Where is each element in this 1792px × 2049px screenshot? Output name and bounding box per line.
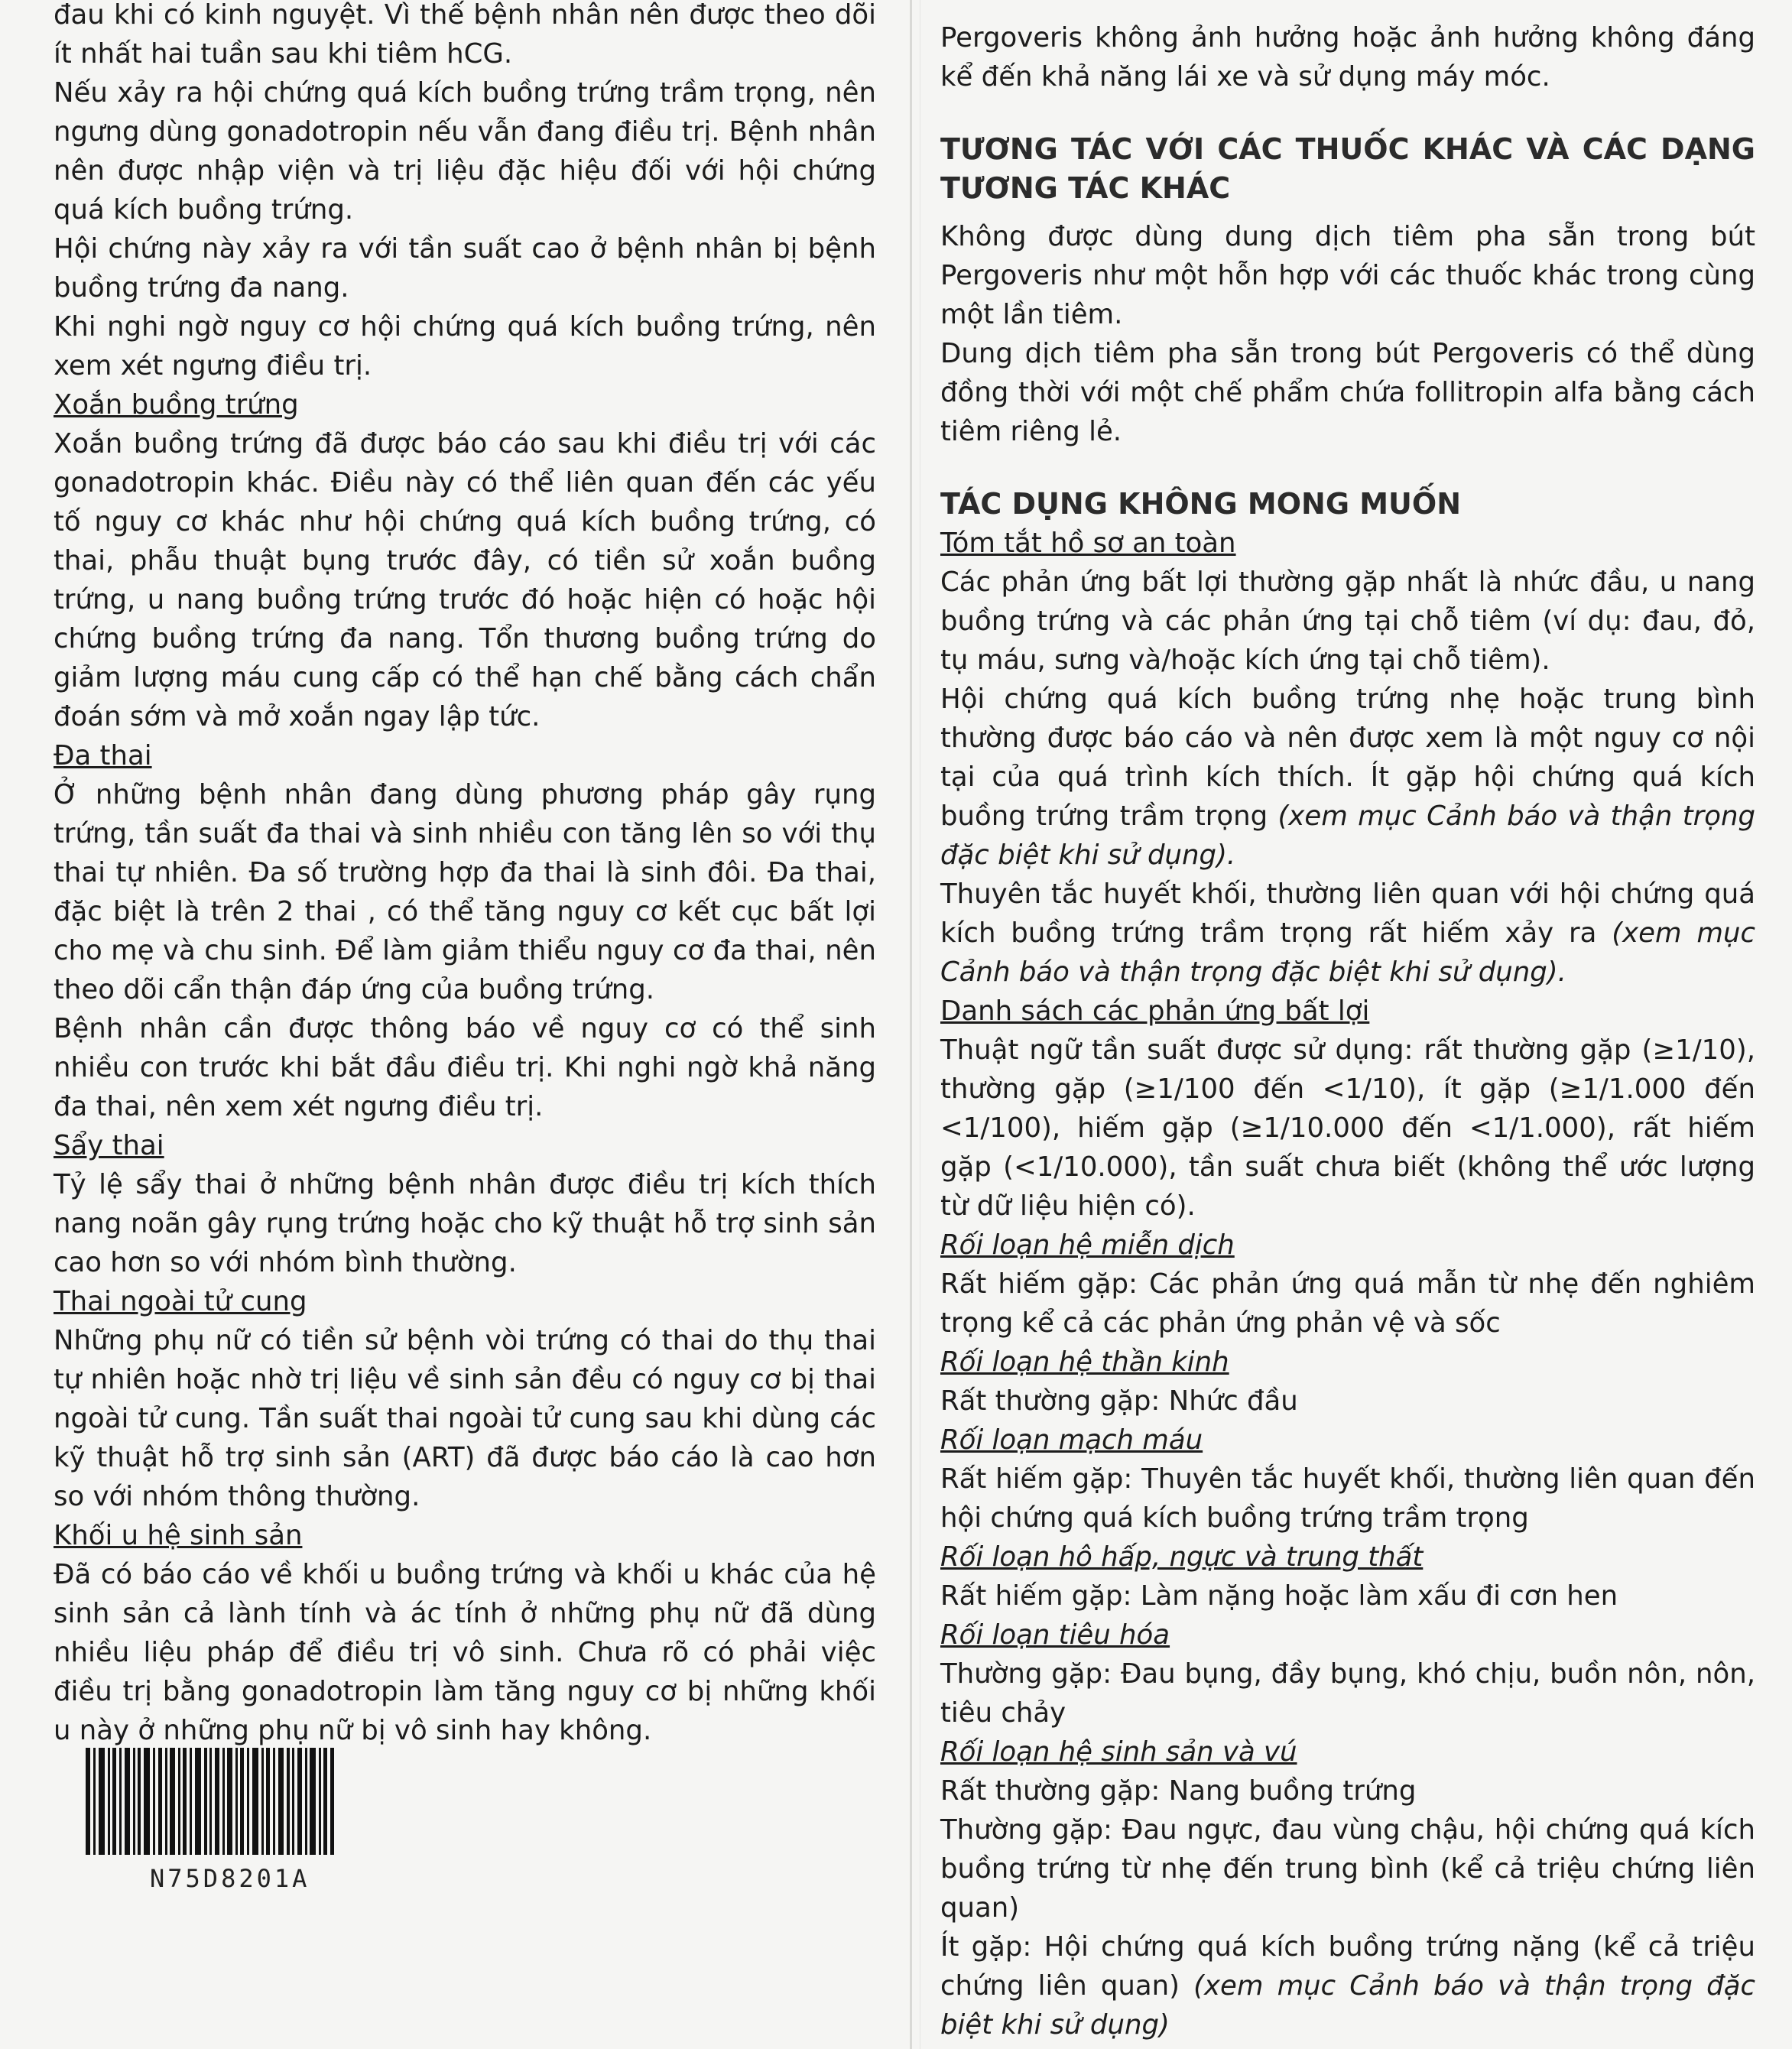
section-title-miscarriage: Sẩy thai bbox=[54, 1130, 164, 1161]
subsection-title-safety-summary: Tóm tắt hồ sơ an toàn bbox=[940, 528, 1236, 559]
section-text-miscarriage: Tỷ lệ sẩy thai ở những bệnh nhân được điều trị kích thích nang noãn gây rụng trứng hoặc cho kỹ thuật hỗ trợ sinh sản cao hơn so với nhóm bình thường. bbox=[54, 1169, 876, 1278]
section-title-ectopic-pregnancy: Thai ngoài tử cung bbox=[54, 1286, 307, 1317]
driving-effects-paragraph: Pergoveris không ảnh hưởng hoặc ảnh hưởng không đáng kể đến khả năng lái xe và sử dụng máy móc. bbox=[940, 22, 1755, 93]
section-text-reproductive-neoplasms: Đã có báo cáo về khối u buồng trứng và khối u khác của hệ sinh sản cả lành tính và ác tính ở những phụ nữ đã dùng nhiều liệu pháp để điều trị vô sinh. Chưa rõ có phải việc điều trị bằng gonadotropin làm tăng nguy cơ bị những khối u này ở những phụ nữ bị vô sinh hay không. bbox=[54, 1559, 876, 1746]
category-title-gastrointestinal: Rối loạn tiêu hóa bbox=[940, 1619, 1170, 1651]
category-text-reproductive-2: Thường gặp: Đau ngực, đau vùng chậu, hội chứng quá kích buồng trứng từ nhẹ đến trung bình (kể cả triệu chứng liên quan) bbox=[940, 1814, 1755, 1924]
page-fold-line bbox=[910, 0, 912, 2049]
category-title-respiratory: Rối loạn hô hấp, ngực và trung thất bbox=[940, 1541, 1424, 1573]
subsection-title-adverse-list: Danh sách các phản ứng bất lợi bbox=[940, 995, 1370, 1027]
category-title-immune: Rối loạn hệ miễn dịch bbox=[940, 1229, 1235, 1261]
ohss-suspect-paragraph: Khi nghi ngờ nguy cơ hội chứng quá kích buồng trứng, nên xem xét ngưng điều trị. bbox=[54, 311, 876, 382]
category-text-respiratory: Rất hiếm gặp: Làm nặng hoặc làm xấu đi cơn hen bbox=[940, 1580, 1618, 1612]
category-text-nervous: Rất thường gặp: Nhức đầu bbox=[940, 1385, 1298, 1417]
safety-summary-paragraph-1: Các phản ứng bất lợi thường gặp nhất là nhức đầu, u nang buồng trứng và các phản ứng tại chỗ tiêm (ví dụ: đau, đỏ, tụ máu, sưng và/hoặc kích ứng tại chỗ tiêm). bbox=[940, 567, 1755, 676]
category-title-nervous: Rối loạn hệ thần kinh bbox=[940, 1346, 1229, 1378]
ohss-severe-paragraph: Nếu xảy ra hội chứng quá kích buồng trứng trầm trọng, nên ngưng dùng gonadotropin nếu vẫn đang điều trị. Bệnh nhân nên được nhập viện và trị liệu đặc hiệu đối với hội chứng quá kích buồng trứng. bbox=[54, 77, 876, 226]
interactions-paragraph-2: Dung dịch tiêm pha sẵn trong bút Pergoveris có thể dùng đồng thời với một chế phẩm chứa follitropin alfa bằng cách tiêm riêng lẻ. bbox=[940, 338, 1755, 447]
safety-summary-paragraph-2: Hội chứng quá kích buồng trứng nhẹ hoặc trung bình thường được báo cáo và nên được xem là một nguy cơ nội tại của quá trình kích thích. Ít gặp hội chứng quá kích buồng trứng trầm trọng (xem mục Cảnh báo và thận trọng đặc biệt khi sử dụng). bbox=[940, 684, 1755, 871]
category-text-gastrointestinal: Thường gặp: Đau bụng, đầy bụng, khó chịu, buồn nôn, nôn, tiêu chảy bbox=[940, 1658, 1755, 1729]
barcode-number: N75D8201A bbox=[150, 1864, 310, 1893]
section-text-ectopic-pregnancy: Những phụ nữ có tiền sử bệnh vòi trứng có thai do thụ thai tự nhiên hoặc nhờ trị liệu về sinh sản đều có nguy cơ bị thai ngoài tử cung. Tần suất thai ngoài tử cung sau khi dùng các kỹ thuật hỗ trợ sinh sản (ART) đã được báo cáo là cao hơn so với nhóm thông thường. bbox=[54, 1325, 876, 1512]
category-title-reproductive: Rối loạn hệ sinh sản và vú bbox=[940, 1736, 1297, 1768]
ohss-pcos-paragraph: Hội chứng này xảy ra với tần suất cao ở bệnh nhân bị bệnh buồng trứng đa nang. bbox=[54, 233, 876, 304]
interactions-paragraph-1: Không được dùng dung dịch tiêm pha sẵn trong bút Pergoveris như một hỗn hợp với các thuốc khác trong cùng một lần tiêm. bbox=[940, 221, 1755, 330]
section-heading-adverse-effects: TÁC DỤNG KHÔNG MONG MUỐN bbox=[940, 487, 1462, 521]
right-column bbox=[940, 18, 1755, 2044]
section-title-reproductive-neoplasms: Khối u hệ sinh sản bbox=[54, 1520, 303, 1551]
section-text-multiple-pregnancy-1: Ở những bệnh nhân đang dùng phương pháp gây rụng trứng, tần suất đa thai và sinh nhiều con tăng lên so với thụ thai tự nhiên. Đa số trường hợp đa thai là sinh đôi. Đa thai, đặc biệt là trên 2 thai , có thể tăng nguy cơ kết cục bất lợi cho mẹ và chu sinh. Để làm giảm thiểu nguy cơ đa thai, nên theo dõi cẩn thận đáp ứng của buồng trứng. bbox=[54, 779, 876, 1005]
category-text-reproductive-1: Rất thường gặp: Nang buồng trứng bbox=[940, 1775, 1417, 1807]
intro-paragraph-end: đau khi có kinh nguyệt. Vì thế bệnh nhân nên được theo dõi ít nhất hai tuần sau khi tiêm hCG. bbox=[54, 0, 876, 70]
category-text-immune: Rất hiếm gặp: Các phản ứng quá mẫn từ nhẹ đến nghiêm trọng kể cả các phản ứng phản vệ và sốc bbox=[940, 1268, 1755, 1339]
left-column bbox=[54, 0, 876, 1750]
section-title-ovarian-torsion: Xoắn buồng trứng bbox=[54, 389, 299, 421]
section-text-multiple-pregnancy-2: Bệnh nhân cần được thông báo về nguy cơ có thể sinh nhiều con trước khi bắt đầu điều trị. Khi nghi ngờ khả năng đa thai, nên xem xét ngưng điều trị. bbox=[54, 1013, 876, 1122]
category-text-vascular: Rất hiếm gặp: Thuyên tắc huyết khối, thường liên quan đến hội chứng quá kích buồng trứng trầm trọng bbox=[940, 1463, 1755, 1534]
section-title-multiple-pregnancy: Đa thai bbox=[54, 740, 152, 771]
section-text-ovarian-torsion: Xoắn buồng trứng đã được báo cáo sau khi điều trị với các gonadotropin khác. Điều này có thể liên quan đến các yếu tố nguy cơ khác như hội chứng quá kích buồng trứng, có thai, phẫu thuật bụng trước đây, có tiền sử xoắn buồng trứng, u nang buồng trứng trước đó hoặc hiện có hoặc hội chứng buồng trứng đa nang. Tổn thương buồng trứng do giảm lượng máu cung cấp có thể hạn chế bằng cách chẩn đoán sớm và mở xoắn ngay lập tức. bbox=[54, 428, 876, 732]
category-text-reproductive-3: Ít gặp: Hội chứng quá kích buồng trứng nặng (kể cả triệu chứng liên quan) (xem mục Cảnh báo và thận trọng đặc biệt khi sử dụng) bbox=[940, 1931, 1755, 2041]
category-title-vascular: Rối loạn mạch máu bbox=[940, 1424, 1203, 1456]
frequency-terms-paragraph: Thuật ngữ tần suất được sử dụng: rất thường gặp (≥1/10), thường gặp (≥1/100 đến <1/10), ít gặp (≥1/1.000 đến <1/100), hiếm gặp (≥1/10.000 đến <1/1.000), rất hiếm gặp (<1/10.000), tần suất chưa biết (không thể ước lượng từ dữ liệu hiện có). bbox=[940, 1034, 1755, 1222]
barcode-icon bbox=[86, 1748, 334, 1855]
section-heading-interactions: TƯƠNG TÁC VỚI CÁC THUỐC KHÁC VÀ CÁC DẠNG TƯƠNG TÁC KHÁC bbox=[940, 132, 1755, 205]
safety-summary-paragraph-3: Thuyên tắc huyết khối, thường liên quan với hội chứng quá kích buồng trứng trầm trọng rất hiếm xảy ra (xem mục Cảnh báo và thận trọng đặc biệt khi sử dụng). bbox=[940, 878, 1755, 988]
